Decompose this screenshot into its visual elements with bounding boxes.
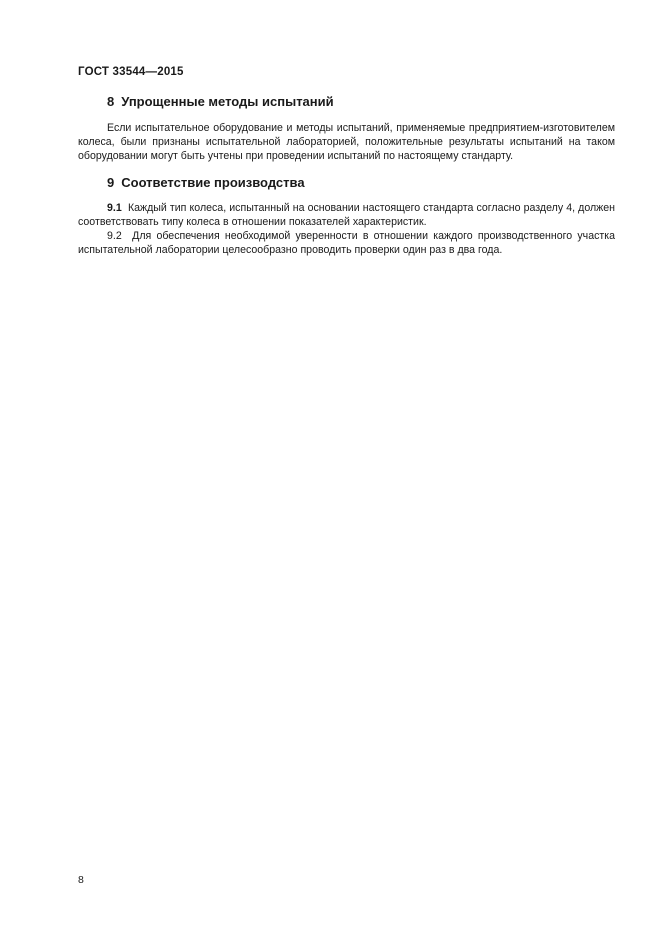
section-9-heading [107, 175, 305, 190]
clause-9-1-text: Каждый тип колеса, испытанный на основании настоящего стандарта согласно разделу 4, должен соответствовать типу колеса в отношении показателей характеристик. [78, 202, 616, 228]
clause-9-2-text: Для обеспечения необходимой уверенности в отношении каждого производственного участка испытательной лаборатории целесообразно проводить проверки один раз в два года. [78, 230, 615, 256]
clause-9-1-number: 9.1 [107, 202, 122, 214]
section-8-heading [107, 94, 334, 109]
clause-9-2-paragraph [78, 229, 615, 257]
section-8-number: 8 [107, 94, 115, 109]
section-9-number: 9 [107, 175, 115, 190]
section-8-paragraph-text: Если испытательное оборудование и методы испытаний, применяемые предприятием-изготовителем колеса, были признаны испытательной лабораторией, положительные результаты испытаний на таком оборудовании могут быть учтены при проведении испытаний по настоящему стандарту. [78, 122, 615, 162]
section-8-title: Упрощенные методы испытаний [121, 94, 334, 109]
section-8-paragraph [78, 121, 615, 163]
clause-9-1-paragraph [78, 201, 615, 229]
page-number: 8 [78, 874, 84, 886]
section-9-title: Соответствие производства [121, 175, 305, 190]
standard-header: ГОСТ 33544—2015 [78, 66, 184, 78]
clause-9-2-number: 9.2 [107, 230, 122, 242]
